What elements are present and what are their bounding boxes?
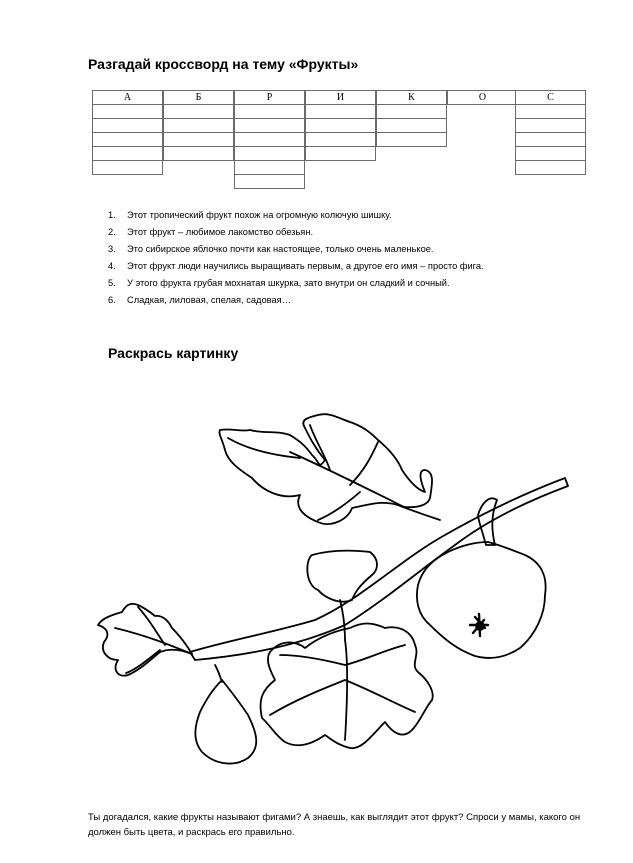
leaf-vein bbox=[228, 425, 402, 520]
leaf-stem bbox=[398, 505, 440, 520]
crossword-cell-letter: И bbox=[305, 90, 376, 105]
crossword-cell-letter: С bbox=[515, 90, 586, 105]
clue-number: 4. bbox=[108, 261, 116, 271]
clue-number: 2. bbox=[108, 227, 116, 237]
clue-text: Этот фрукт люди научились выращивать первым, а другое его имя – просто фига. bbox=[127, 261, 484, 271]
clue-text: Этот фрукт – любимое лакомство обезьян. bbox=[127, 227, 314, 237]
crossword-cell-letter: К bbox=[376, 90, 447, 105]
leaf-vein bbox=[115, 607, 192, 673]
fig-fruit bbox=[307, 551, 377, 602]
fig-stem bbox=[215, 665, 222, 682]
coloring-title: Раскрась картинку bbox=[108, 345, 239, 361]
fig-fruit bbox=[195, 680, 256, 764]
crossword-title: Разгадай кроссворд на тему «Фрукты» bbox=[88, 56, 359, 72]
fig-fruit bbox=[417, 542, 546, 658]
crossword-cell-letter: О bbox=[447, 90, 518, 105]
clue-text: Этот тропический фрукт похож на огромную колючую шишку. bbox=[127, 210, 392, 220]
clue-text: Сладкая, лиловая, спелая, садовая… bbox=[127, 295, 291, 305]
crossword-cell-letter: А bbox=[92, 90, 163, 105]
clue-number: 5. bbox=[108, 278, 116, 288]
branch bbox=[190, 478, 568, 660]
clue-text: У этого фрукта грубая мохнатая шкурка, зато внутри он сладкий и сочный. bbox=[127, 278, 450, 288]
clue-number: 6. bbox=[108, 295, 116, 305]
fig-stem bbox=[478, 498, 497, 545]
clue-number: 1. bbox=[108, 210, 116, 220]
clue-text: Это сибирское яблочко почти как настоящее, только очень маленькое. bbox=[127, 244, 434, 254]
crossword-cell-letter: Р bbox=[234, 90, 305, 105]
leaf-vein bbox=[270, 640, 415, 740]
fig-eye-dot bbox=[476, 622, 484, 630]
clue-number: 3. bbox=[108, 244, 116, 254]
crossword-cell-letter: Б bbox=[163, 90, 234, 105]
footer-instruction: Ты догадался, какие фрукты называют фигами? А знаешь, как выглядит этот фрукт? Спроси у мамы, какого он должен быть цвета, и раскрась его правильно. bbox=[88, 812, 581, 838]
